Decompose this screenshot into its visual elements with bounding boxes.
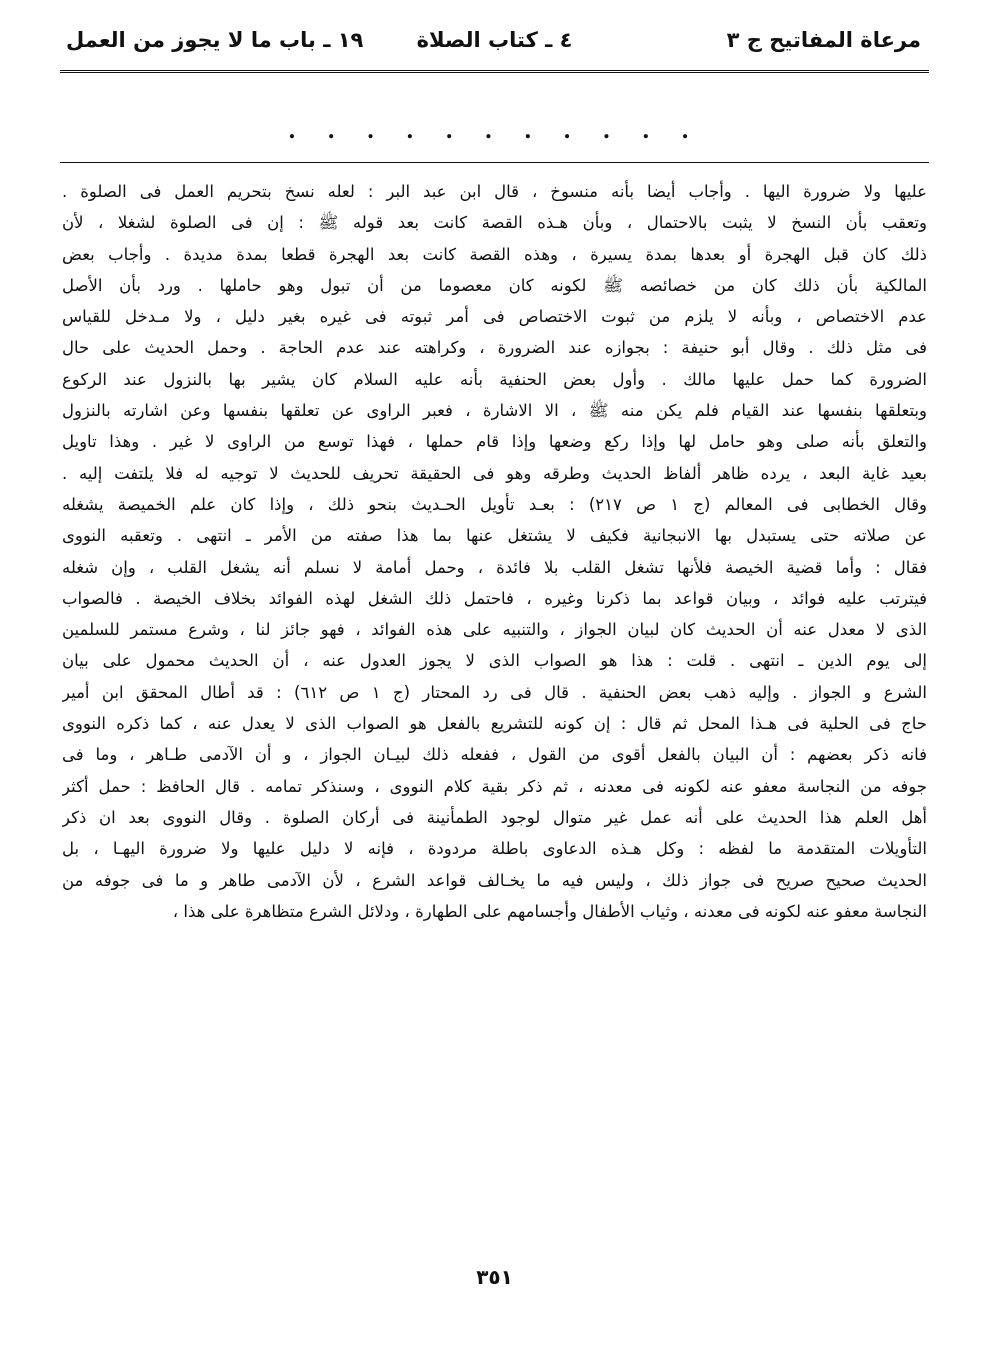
text-line: والتعلق بأنه صلى وهو حامل لها وإذا ركع وضعها وإذا قام حملها ، فهذا توسع من الراوى لا غير . وهذا تاويل <box>62 432 927 452</box>
text-line: فانه ذكر بعضهم : أن البيان بالفعل أقوى من القول ، ففعله ذلك لبيـان الجواز ، و أن الآدمى طـاهر ، وما فى <box>62 745 927 765</box>
body-separator-rule <box>60 162 929 163</box>
text-line: الضرورة كما حمل عليها مالك . وأول بعض الحنفية بأنه عليه السلام كان يشير بها بالنزول عند الركوع <box>62 369 927 389</box>
book-title-header: مرعاة المفاتيح ج ٣ <box>726 28 921 52</box>
text-line: بعيد غاية البعد ، يرده ظاهر ألفاظ الحديث وطرقه وهو فى الحقيقة تحريف للحديث لا توجيه له فلا يلتفت إليه . <box>62 463 927 483</box>
text-line: الشرع و الجواز . وإليه ذهب بعض الحنفية . قال فى رد المحتار (ج ١ ص ٦١٢) : قد أطال المحقق ابن أمير <box>62 682 927 702</box>
text-line: الذى لا معدل عنه أن الحديث كان لبيان الجواز ، والتنبيه على هذه الفوائد ، فهو جائز لنا ، وشرع مستمر للسلمين <box>62 620 927 640</box>
text-line: حاج فى الحلية فى هـذا المحل ثم قال : إن كونه للتشريع بالفعل هو الصواب الذى لا يعدل عنه ، كما ذكره النووى <box>62 714 927 734</box>
text-line: عليها ولا ضرورة اليها . وأجاب أيضا بأنه منسوخ ، قال ابن عبد البر : لعله نسخ بتحريم العمل فى الصلوة . <box>62 182 927 201</box>
text-line: فيترتب عليه فوائد ، وبيان قواعد بما ذكرنا وغيره ، فاحتمل ذلك الشغل لهذه الفوائد بخلاف الخيصة . فالصواب <box>62 588 927 608</box>
text-line: وتعقب بأن النسخ لا يثبت بالاحتمال ، وبأن هـذه القصة كانت بعد قوله ﷺ : إن فى الصلوة لشغلا ، لأن <box>62 213 927 233</box>
text-line: فى مثل ذلك . وقال أبو حنيفة : بجوازه عند الضرورة ، وكراهته عند عدم الحاجة . وحمل الحديث على حال <box>62 338 927 358</box>
chapter-title-header: ١٩ ـ باب ما لا يجوز من العمل <box>66 28 364 52</box>
text-line: وبتعلقها بنفسها عند القيام فلم يكن منه ﷺ ، الا الاشارة ، فعبر الراوى عن تعلقها بنفسها وعن اشارته بالنزول <box>62 401 927 421</box>
text-line: النجاسة معفو عنه لكونه فى معدنه ، وثياب الأطفال وأجسامهم على الطهارة ، ودلائل الشرع متظاهرة على هذا ، <box>172 901 927 921</box>
section-ellipsis: . . . . . . . . . . . <box>288 118 701 144</box>
text-line: الحديث صحيح صريح فى جواز ذلك ، وليس فيه ما يخـالف قواعد الشرع ، لأن الآدمى طاهر و ما فى جوفه من <box>62 870 927 890</box>
text-line: وقال الخطابى فى المعالم (ج ١ ص ٢١٧) : بعـد تأويل الحـديث بنحو ذلك ، وإذا كان علم الخميصة يشغله <box>62 494 927 514</box>
header-double-rule <box>60 70 929 73</box>
text-line: إلى يوم الدين ـ انتهى . قلت : هذا هو الصواب الذى لا يجوز العدول عنه ، أن الحديث محمول على بيان <box>62 651 927 671</box>
text-line: فقال : وأما قضية الخيصة فلأنها تشغل القلب بلا فائدة ، وحمل أمامة لا نسلم أنه يشغل القلب ، وإن شغله <box>62 557 927 577</box>
text-line: عن صلاته حتى يستبدل بها الانبجانية فكيف لا يشتغل عنها بما هذا صفته من الأمر ـ انتهى . وتعقبه النووى <box>62 526 927 546</box>
page-number: ٣٥١ <box>476 1265 513 1289</box>
text-line: ذلك كان قبل الهجرة أو بعدها بمدة يسيرة ، وهذه القصة كانت بعد الهجرة قطعا بمدة مديدة . وأجاب بعض <box>62 244 927 264</box>
text-line: جوفه من النجاسة معفو عنه لكونه فى معدنه ، ثم ذكر بقية كلام النووى ، وسنذكر تمامه . قال الحافظ : حمل أكثر <box>62 776 927 796</box>
book-section-header: ٤ ـ كتاب الصلاة <box>416 28 573 52</box>
commentary-text <box>62 176 927 927</box>
text-line: التأويلات المتقدمة ما لفظه : وكل هـذه الدعاوى باطلة مردودة ، فإنه لا دليل عليها ولا ضرورة اليهـا ، بل <box>62 839 927 859</box>
text-line: عدم الاختصاص ، وبأنه لا يلزم من ثبوت الاختصاص فى أمر ثبوته فى غيره بغير دليل ، ولا مـدخل للقياس <box>62 307 927 327</box>
running-header <box>60 22 929 68</box>
text-line: أهل العلم هذا الحديث على أنه عمل غير متوال لوجود الطمأنينة فى أركان الصلوة . وقال النووى بعد ان ذكر <box>62 807 927 827</box>
text-line: المالكية بأن ذلك كان من خصائصه ﷺ لكونه كان معصوما من أن تبول وهو حاملها . ورد بأن الأصل <box>62 275 927 295</box>
